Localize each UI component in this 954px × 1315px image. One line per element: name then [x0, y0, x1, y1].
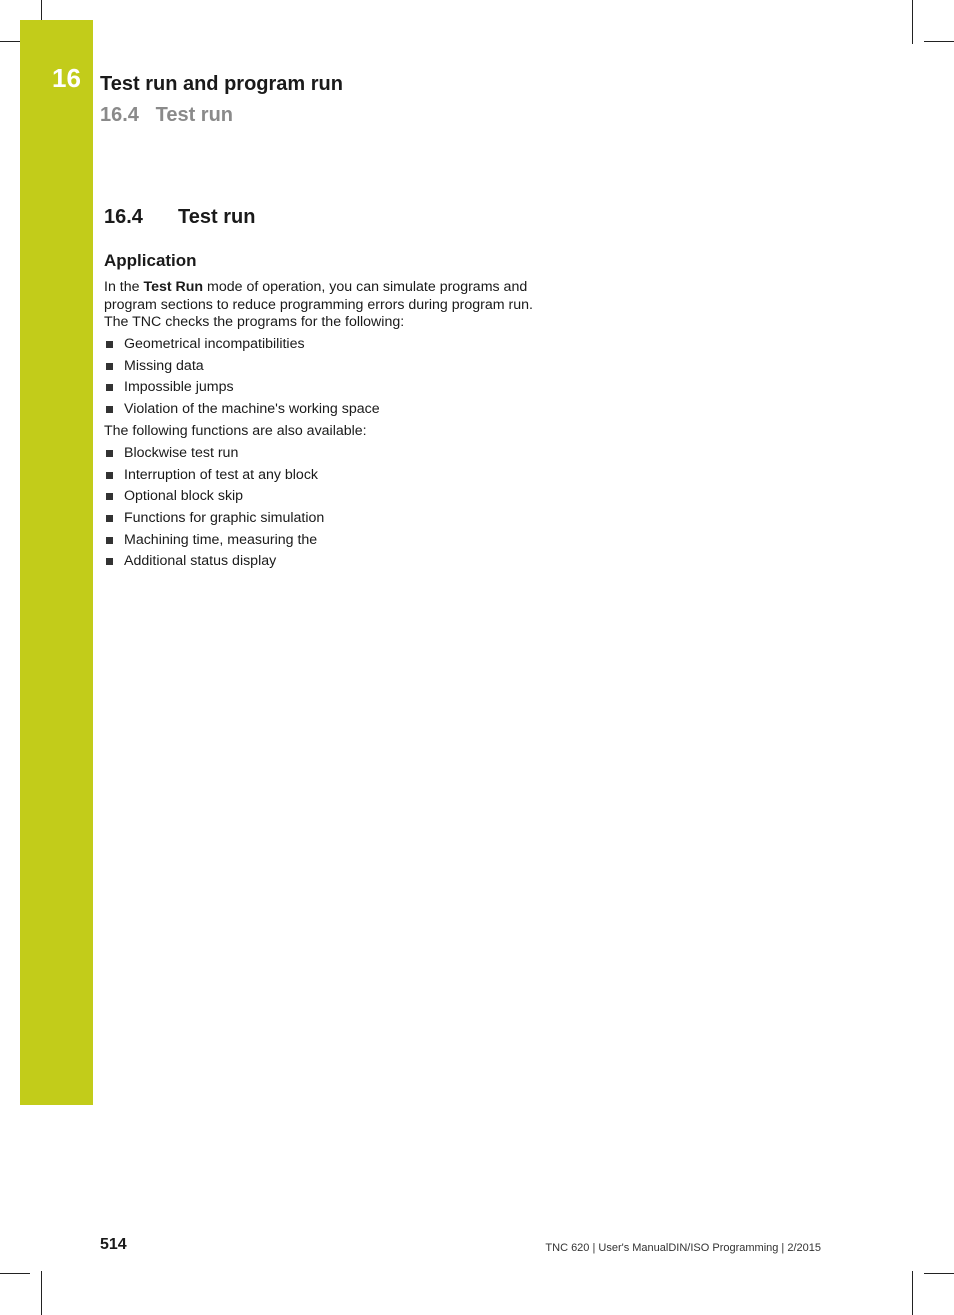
- square-bullet-icon: [106, 472, 113, 479]
- list-item: [104, 401, 380, 423]
- list-item: [104, 336, 380, 358]
- section-title: Test run: [178, 206, 256, 228]
- square-bullet-icon: [106, 384, 113, 391]
- list-item: [104, 467, 324, 489]
- list-item: [104, 358, 380, 380]
- list-item-text: Optional block skip: [124, 488, 244, 505]
- application-heading: Application: [104, 251, 197, 270]
- square-bullet-icon: [106, 558, 113, 565]
- crop-mark: [0, 1273, 30, 1274]
- square-bullet-icon: [106, 537, 113, 544]
- list-item-text: Missing data: [124, 357, 204, 374]
- functions-list: [104, 445, 324, 575]
- list-item: [104, 532, 324, 554]
- square-bullet-icon: [106, 341, 113, 348]
- list-item-text: Interruption of test at any block: [124, 466, 319, 483]
- list-item: [104, 445, 324, 467]
- footer-text: TNC 620 | User's ManualDIN/ISO Programming | 2/2015: [545, 1242, 821, 1254]
- square-bullet-icon: [106, 363, 113, 370]
- square-bullet-icon: [106, 406, 113, 413]
- running-head-section: [100, 104, 233, 127]
- list-item: [104, 379, 380, 401]
- crop-mark: [912, 1271, 913, 1315]
- crop-mark: [924, 1273, 954, 1274]
- intro-text-start: In the: [104, 279, 144, 295]
- functions-intro: The following functions are also available:: [104, 423, 367, 439]
- intro-text-end: mode of operation, you can simulate programs and program sections to reduce programming errors during program run. The TNC checks the programs for the following:: [104, 279, 533, 330]
- list-item: [104, 553, 324, 575]
- intro-paragraph: [104, 279, 544, 332]
- square-bullet-icon: [106, 493, 113, 500]
- list-item: [104, 488, 324, 510]
- list-item-text: Functions for graphic simulation: [124, 510, 325, 527]
- crop-mark: [41, 1271, 42, 1315]
- running-head-chapter-title: Test run and program run: [100, 73, 343, 95]
- running-head-section-number: 16.4: [100, 104, 139, 126]
- list-item-text: Additional status display: [124, 553, 277, 570]
- running-head-section-title: Test run: [155, 104, 234, 126]
- list-item-text: Blockwise test run: [124, 445, 239, 461]
- chapter-color-bar: [20, 20, 93, 1105]
- list-item-text: Impossible jumps: [124, 379, 234, 396]
- chapter-number: 16: [52, 63, 81, 93]
- crop-mark: [924, 41, 954, 42]
- square-bullet-icon: [106, 515, 113, 522]
- list-item-text: Geometrical incompatibilities: [124, 336, 305, 352]
- section-number: 16.4: [104, 206, 143, 228]
- section-heading: [104, 206, 255, 229]
- page-number: 514: [100, 1236, 127, 1253]
- mode-name: Test Run: [143, 279, 204, 295]
- square-bullet-icon: [106, 450, 113, 457]
- list-item: [104, 510, 324, 532]
- checks-list: [104, 336, 380, 423]
- list-item-text: Violation of the machine's working space: [124, 401, 380, 418]
- list-item-text: Machining time, measuring the: [124, 531, 318, 548]
- crop-mark: [912, 0, 913, 44]
